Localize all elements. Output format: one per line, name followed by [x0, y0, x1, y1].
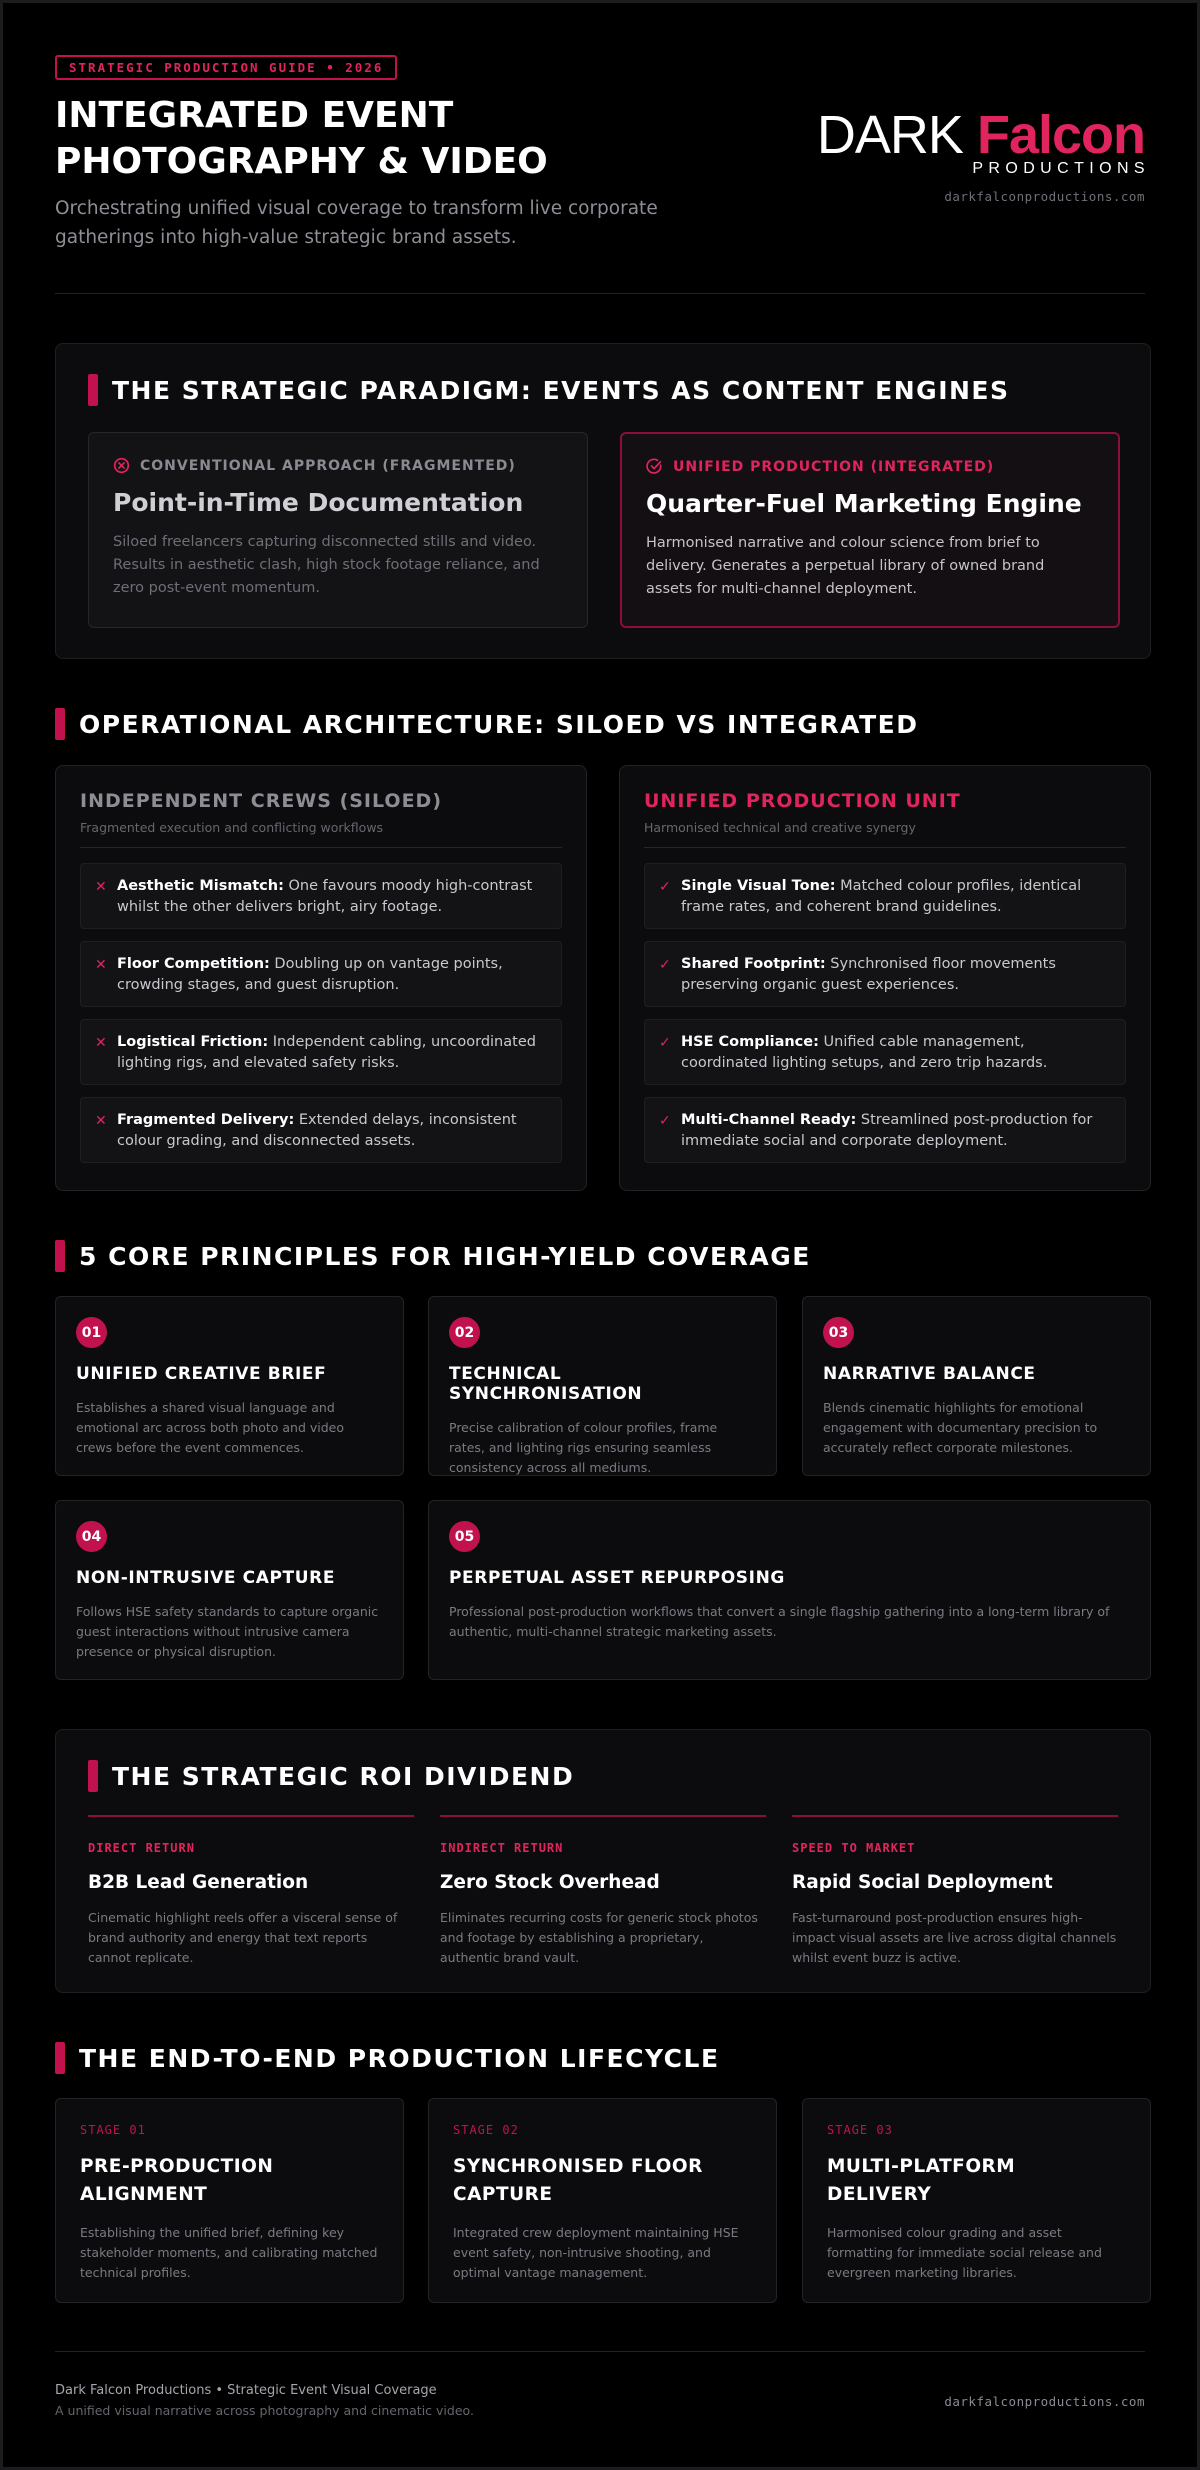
stage-title: MULTI-PLATFORM DELIVERY: [827, 2156, 1016, 2205]
roi-item: [792, 1815, 1118, 1968]
x-mark-icon: ✕: [95, 1113, 107, 1129]
stage-title: PRE-PRODUCTION ALIGNMENT: [80, 2156, 274, 2205]
principle-number: 03: [823, 1317, 854, 1348]
principle-title: NON-INTRUSIVE CAPTURE: [76, 1568, 336, 1588]
unified-unit-title: UNIFIED PRODUCTION UNIT: [644, 790, 961, 812]
x-circle-icon: [113, 457, 130, 474]
conventional-card: [88, 432, 588, 628]
unified-divider: [644, 847, 1126, 848]
stage-label: STAGE 01: [80, 2123, 146, 2137]
roi-heading: [88, 1760, 574, 1792]
siloed-subtitle: Fragmented execution and conflicting workflows: [80, 820, 384, 835]
conventional-title: Point-in-Time Documentation: [113, 488, 524, 517]
principle-card: [428, 1296, 777, 1476]
stage-desc: Integrated crew deployment maintaining HSE event safety, non-intrusive shooting, and optimal vantage management.: [453, 2225, 739, 2280]
check-mark-icon: ✓: [659, 957, 671, 973]
roi-desc: Eliminates recurring costs for generic stock photos and footage by establishing a proprietary, authentic brand vault.: [440, 1910, 758, 1965]
unified-card: [620, 432, 1120, 628]
roi-label: DIRECT RETURN: [88, 1841, 195, 1855]
principle-desc: Professional post-production workflows that convert a single flagship gathering into a long-term library of authentic, multi-channel strategic marketing assets.: [449, 1604, 1110, 1639]
conventional-desc: Siloed freelancers capturing disconnected stills and video. Results in aesthetic clash, high stock footage reliance, and zero post-event momentum.: [113, 534, 540, 596]
roi-title: B2B Lead Generation: [88, 1872, 309, 1893]
footer-tagline: A unified visual narrative across photography and cinematic video.: [55, 2403, 474, 2418]
item-heading: HSE Compliance:: [681, 1034, 819, 1050]
roi-title: Rapid Social Deployment: [792, 1872, 1053, 1893]
principle-title: UNIFIED CREATIVE BRIEF: [76, 1364, 327, 1384]
header-website: darkfalconproductions.com: [944, 189, 1145, 204]
logo-tagline: PRODUCTIONS: [972, 160, 1150, 177]
item-text: Streamlined post-production for immediate social and corporate deployment.: [681, 1112, 1093, 1149]
roi-title: Zero Stock Overhead: [440, 1872, 660, 1893]
item-text: Matched colour profiles, identical frame rates, and coherent brand guidelines.: [681, 878, 1082, 915]
logo-word-falcon: Falcon: [976, 105, 1145, 165]
paradigm-panel: [55, 343, 1151, 659]
section-accent-bar: [88, 1760, 98, 1792]
roi-item: [440, 1815, 766, 1968]
principle-title: TECHNICAL SYNCHRONISATION: [449, 1364, 643, 1404]
item-text: Extended delays, inconsistent colour grading, and disconnected assets.: [117, 1112, 517, 1149]
principle-desc: Blends cinematic highlights for emotional engagement with documentary precision to accurately reflect corporate milestones.: [823, 1400, 1098, 1455]
unified-label-row: [646, 458, 1094, 475]
stage-label: STAGE 03: [827, 2123, 893, 2137]
page-subtitle: Orchestrating unified visual coverage to transform live corporate gatherings into high-value strategic brand assets.: [55, 198, 658, 248]
section-accent-bar: [55, 2042, 65, 2074]
check-circle-icon: [646, 458, 663, 475]
x-mark-icon: ✕: [95, 957, 107, 973]
item-heading: Aesthetic Mismatch:: [117, 878, 284, 894]
check-mark-icon: ✓: [659, 1113, 671, 1129]
stage-title: SYNCHRONISED FLOOR CAPTURE: [453, 2156, 703, 2205]
conventional-label: CONVENTIONAL APPROACH (FRAGMENTED): [140, 457, 516, 474]
page-title: INTEGRATED EVENT PHOTOGRAPHY & VIDEO: [55, 95, 548, 182]
item-heading: Shared Footprint:: [681, 956, 826, 972]
siloed-title: INDEPENDENT CREWS (SILOED): [80, 790, 443, 812]
stage-card: [55, 2098, 404, 2303]
unified-item: [644, 941, 1126, 1007]
stage-label: STAGE 02: [453, 2123, 519, 2137]
stage-card: [428, 2098, 777, 2303]
item-heading: Fragmented Delivery:: [117, 1112, 295, 1128]
principle-card: [55, 1500, 404, 1680]
unified-panel: [619, 765, 1151, 1191]
siloed-item: [80, 1019, 562, 1085]
unified-item: [644, 1019, 1126, 1085]
siloed-item: [80, 863, 562, 929]
stage-desc: Harmonised colour grading and asset formatting for immediate social release and evergreen marketing libraries.: [827, 2225, 1102, 2280]
roi-rule: [440, 1815, 766, 1817]
logo-word-dark: DARK: [816, 105, 963, 165]
unified-label: UNIFIED PRODUCTION (INTEGRATED): [673, 458, 995, 475]
section-title: THE STRATEGIC ROI DIVIDEND: [112, 1761, 575, 1791]
siloed-item: [80, 941, 562, 1007]
principle-desc: Follows HSE safety standards to capture organic guest interactions without intrusive camera presence or physical disruption.: [76, 1604, 379, 1659]
principle-card: [55, 1296, 404, 1476]
principle-number: 04: [76, 1521, 107, 1552]
item-heading: Floor Competition:: [117, 956, 270, 972]
principles-heading: [55, 1240, 811, 1272]
roi-label: INDIRECT RETURN: [440, 1841, 564, 1855]
roi-rule: [792, 1815, 1118, 1817]
architecture-heading: [55, 708, 918, 740]
siloed-item: [80, 1097, 562, 1163]
principle-number: 02: [449, 1317, 480, 1348]
unified-title: Quarter-Fuel Marketing Engine: [646, 489, 1082, 518]
footer-website: darkfalconproductions.com: [944, 2394, 1145, 2409]
principle-number: 05: [449, 1521, 480, 1552]
principle-desc: Precise calibration of colour profiles, frame rates, and lighting rigs ensuring seamless consistency across all mediums.: [449, 1420, 718, 1475]
footer-divider: [55, 2351, 1145, 2352]
footer-company: Dark Falcon Productions • Strategic Event Visual Coverage: [55, 2383, 437, 2398]
x-mark-icon: ✕: [95, 1035, 107, 1051]
check-mark-icon: ✓: [659, 1035, 671, 1051]
item-text: Synchronised floor movements preserving organic guest experiences.: [681, 956, 1056, 993]
item-heading: Single Visual Tone:: [681, 878, 836, 894]
section-title: 5 CORE PRINCIPLES FOR HIGH-YIELD COVERAGE: [79, 1241, 811, 1271]
unified-unit-subtitle: Harmonised technical and creative synergy: [644, 820, 916, 835]
paradigm-heading: [88, 374, 1010, 406]
item-heading: Logistical Friction:: [117, 1034, 269, 1050]
roi-label: SPEED TO MARKET: [792, 1841, 916, 1855]
conventional-label-row: [113, 457, 563, 474]
principle-title: NARRATIVE BALANCE: [823, 1364, 1036, 1384]
principle-number: 01: [76, 1317, 107, 1348]
stage-card: [802, 2098, 1151, 2303]
siloed-panel: [55, 765, 587, 1191]
roi-desc: Cinematic highlight reels offer a visceral sense of brand authority and energy that text reports cannot replicate.: [88, 1910, 398, 1965]
siloed-divider: [80, 847, 562, 848]
item-text: One favours moody high-contrast whilst the other delivers bright, airy footage.: [117, 878, 533, 915]
item-text: Unified cable management, coordinated lighting setups, and zero trip hazards.: [681, 1034, 1048, 1071]
x-mark-icon: ✕: [95, 879, 107, 895]
roi-desc: Fast-turnaround post-production ensures high-impact visual assets are live across digital channels whilst event buzz is active.: [792, 1910, 1117, 1965]
unified-item: [644, 1097, 1126, 1163]
check-mark-icon: ✓: [659, 879, 671, 895]
section-accent-bar: [55, 1240, 65, 1272]
item-heading: Multi-Channel Ready:: [681, 1112, 857, 1128]
roi-item: [88, 1815, 414, 1968]
principle-desc: Establishes a shared visual language and emotional arc across both photo and video crews before the event commences.: [76, 1400, 345, 1455]
guide-badge: STRATEGIC PRODUCTION GUIDE • 2026: [55, 55, 397, 80]
item-text: Independent cabling, uncoordinated lighting rigs, and elevated safety risks.: [117, 1034, 536, 1071]
principle-card: [428, 1500, 1151, 1680]
section-title: OPERATIONAL ARCHITECTURE: SILOED VS INTEGRATED: [79, 709, 919, 739]
section-accent-bar: [55, 708, 65, 740]
unified-item: [644, 863, 1126, 929]
lifecycle-heading: [55, 2042, 720, 2074]
principle-card: [802, 1296, 1151, 1476]
principle-title: PERPETUAL ASSET REPURPOSING: [449, 1568, 785, 1588]
header-divider: [55, 293, 1145, 294]
section-title: THE STRATEGIC PARADIGM: EVENTS AS CONTENT ENGINES: [112, 375, 1010, 405]
unified-desc: Harmonised narrative and colour science from brief to delivery. Generates a perpetual library of owned brand assets for multi-channel deployment.: [646, 535, 1045, 597]
roi-rule: [88, 1815, 414, 1817]
brand-logo: [725, 105, 1150, 178]
section-accent-bar: [88, 374, 98, 406]
stage-desc: Establishing the unified brief, defining key stakeholder moments, and calibrating matched technical profiles.: [80, 2225, 378, 2280]
section-title: THE END-TO-END PRODUCTION LIFECYCLE: [79, 2043, 720, 2073]
item-text: Doubling up on vantage points, crowding stages, and guest disruption.: [117, 956, 503, 993]
